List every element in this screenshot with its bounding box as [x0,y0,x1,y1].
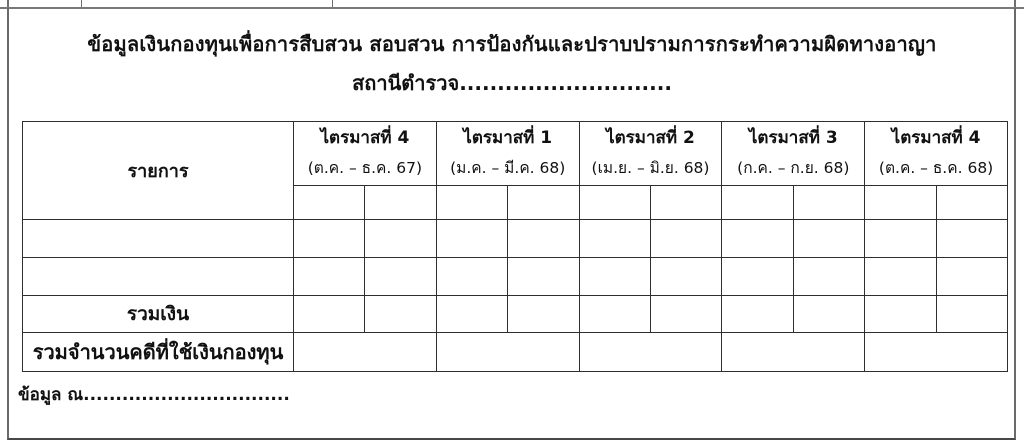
data-cell-merged [865,333,1008,372]
data-cell [793,220,864,258]
quarter-label: ไตรมาสที่ 4 [320,127,410,148]
data-cell [650,220,721,258]
quarter-label: ไตรมาสที่ 4 [891,127,981,148]
data-cell [936,258,1007,296]
column-header-items: รายการ [23,122,294,220]
column-header-quarter-2 [436,122,579,186]
remnant-cell-divider [332,0,333,7]
data-cell [436,296,507,333]
remnant-cell-divider [81,0,82,7]
column-header-quarter-1 [294,122,437,186]
subheader-cell [936,186,1007,220]
document-title: ข้อมูลเงินกองทุนเพื่อการสืบสวน สอบสวน การป้องกันและปราบปรามการกระทำความผิดทางอาญา [87,32,937,56]
data-cell-merged [722,333,865,372]
data-cell [294,220,365,258]
subheader-cell [294,186,365,220]
data-cell [294,296,365,333]
data-cell [436,258,507,296]
data-cell [579,258,650,296]
data-cell [436,220,507,258]
fund-data-table [22,121,1008,372]
quarter-period: (ต.ค. – ธ.ค. 68) [878,159,994,178]
data-cell [365,258,436,296]
data-cell [865,258,936,296]
data-cell [579,220,650,258]
quarter-period: (ม.ค. – มี.ค. 68) [450,159,566,178]
item-label-cell [23,258,294,296]
remnant-cell-divider [7,0,9,7]
data-cell-merged [579,333,722,372]
data-cell [365,296,436,333]
data-cell [508,258,579,296]
column-header-quarter-5 [865,122,1008,186]
data-cell [365,220,436,258]
data-cell [579,296,650,333]
data-cell [722,258,793,296]
data-cell [865,220,936,258]
data-cell [650,296,721,333]
data-cell [936,296,1007,333]
data-cell-merged [436,333,579,372]
data-cell [936,220,1007,258]
quarter-label: ไตรมาสที่ 1 [463,127,553,148]
subheader-cell [579,186,650,220]
total-money-row-label: รวมเงิน [23,296,294,333]
subheader-cell [865,186,936,220]
data-cell [508,296,579,333]
item-label-cell [23,220,294,258]
subheader-cell [722,186,793,220]
quarter-label: ไตรมาสที่ 2 [606,127,695,148]
data-cell [865,296,936,333]
data-cell [722,220,793,258]
subheader-cell [793,186,864,220]
data-cell [793,258,864,296]
column-header-quarter-4 [722,122,865,186]
subheader-cell [436,186,507,220]
data-cell [294,258,365,296]
police-station-blank-line: สถานีตำรวจ............................ [352,71,672,95]
data-cell-merged [294,333,437,372]
data-cell [508,220,579,258]
subheader-cell [365,186,436,220]
data-cell [793,296,864,333]
subheader-cell [650,186,721,220]
data-cell [650,258,721,296]
column-header-quarter-3 [579,122,722,186]
subheader-cell [508,186,579,220]
quarter-period: (เม.ย. – มิ.ย. 68) [591,159,710,178]
data-cell [722,296,793,333]
total-cases-row-label: รวมจำนวนคดีที่ใช้เงินกองทุน [23,333,294,372]
quarter-period: (ก.ค. – ก.ย. 68) [737,159,850,178]
quarter-label: ไตรมาสที่ 3 [748,127,838,148]
remnant-cell-divider [1014,0,1016,7]
quarter-period: (ต.ค. – ธ.ค. 67) [307,159,423,178]
data-as-of-blank-line: ข้อมูล ณ................................ [18,385,290,405]
